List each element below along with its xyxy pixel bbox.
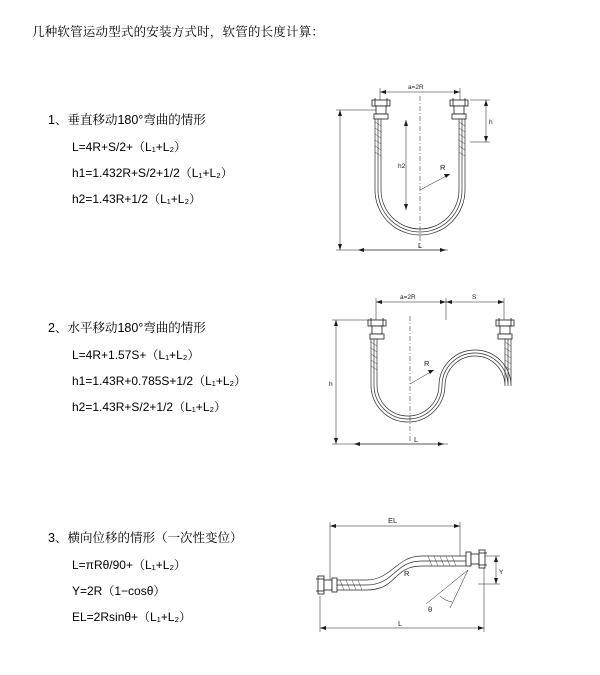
figure-3-bottom-dimension	[320, 568, 484, 632]
figure-1-radius-callout	[420, 163, 450, 190]
figure-1-label-radius: R	[440, 163, 446, 172]
figure-3-label-angle: θ	[428, 605, 433, 614]
figure-2-braid-hatching	[371, 342, 511, 370]
figure-1-vertical-180-bend	[318, 70, 568, 270]
figure-3-right-flange	[466, 550, 487, 568]
figure-1-inner-dimension	[398, 120, 408, 210]
section-1-heading: 1、垂直移动180°弯曲的情形	[48, 113, 206, 127]
figure-1-svg	[318, 70, 568, 270]
figure-3-lateral-offset	[300, 508, 560, 648]
figure-3-label-bottom-dim: L	[398, 619, 403, 628]
figure-2-label-top-dim-left: a=2R	[400, 294, 416, 301]
figure-1-bottom-dimension	[358, 241, 446, 252]
figure-3-svg	[300, 508, 560, 648]
section-3-heading: 3、横向位移的情形（一次性变位）	[48, 531, 243, 545]
figure-3-hose-body	[337, 556, 466, 590]
figure-2-label-top-dim-right: S	[472, 294, 477, 301]
figure-2-label-radius: R	[424, 359, 430, 368]
figure-3-label-top-dim: EL	[388, 516, 398, 525]
section-2-text	[48, 318, 308, 424]
section-3-formula-3: EL=2Rsinθ+（L₁+L₂）	[72, 610, 192, 624]
section-1-formula-2: h1=1.432R+S/2+1/2（L₁+L₂）	[72, 166, 233, 180]
figure-2-right-flange	[496, 318, 514, 339]
figure-3-label-side-dim: Y	[499, 569, 504, 576]
figure-1-right-dimension	[470, 100, 493, 142]
section-2-formula-1: L=4R+1.57S+（L₁+L₂）	[72, 348, 200, 362]
figure-1-right-flange	[450, 98, 468, 119]
figure-2-left-flange	[368, 318, 386, 339]
section-2-heading: 2、水平移动180°弯曲的情形	[48, 321, 206, 335]
figure-3-left-flange	[316, 576, 337, 594]
figure-1-label-side-dim: h	[489, 119, 493, 126]
section-3-text	[48, 528, 308, 634]
figure-2-top-dimension-right	[446, 294, 504, 320]
figure-2-horizontal-180-bend	[318, 286, 568, 466]
figure-2-radius-callout	[410, 359, 434, 384]
figure-1-label-top-dim: a=2R	[408, 84, 424, 91]
figure-2-hose-body	[371, 339, 511, 422]
section-3-formula-2: Y=2R（1−cosθ）	[72, 584, 166, 598]
figure-3-label-radius: R	[404, 569, 410, 578]
figure-2-bottom-dimension	[354, 435, 444, 446]
figure-2-label-bottom-dim: L	[414, 435, 419, 444]
section-1-text	[48, 110, 308, 216]
figure-2-label-side-dim: h	[329, 381, 333, 388]
figure-1-label-bottom-dim: L	[418, 241, 423, 250]
figure-1-label-inner-dim: h2	[398, 163, 406, 170]
section-3-formula-1: L=πRθ/90+（L₁+L₂）	[72, 558, 187, 572]
section-1-formula-3: h2=1.43R+1/2（L₁+L₂）	[72, 192, 202, 206]
page-title: 几种软管运动型式的安装方式时，软管的长度计算：	[32, 25, 325, 39]
section-2-formula-2: h1=1.43R+0.785S+1/2（L₁+L₂）	[72, 374, 247, 388]
figure-3-angle-callout	[404, 569, 468, 614]
figure-1-left-dimension	[336, 110, 448, 250]
figure-2-left-dimension	[329, 320, 448, 444]
section-1-formula-1: L=4R+S/2+（L₁+L₂）	[72, 140, 187, 154]
section-2-formula-3: h2=1.43R+S/2+1/2（L₁+L₂）	[72, 400, 227, 414]
figure-2-top-dimension-left	[376, 294, 446, 320]
figure-1-left-flange	[372, 98, 390, 119]
figure-2-svg	[318, 286, 568, 466]
